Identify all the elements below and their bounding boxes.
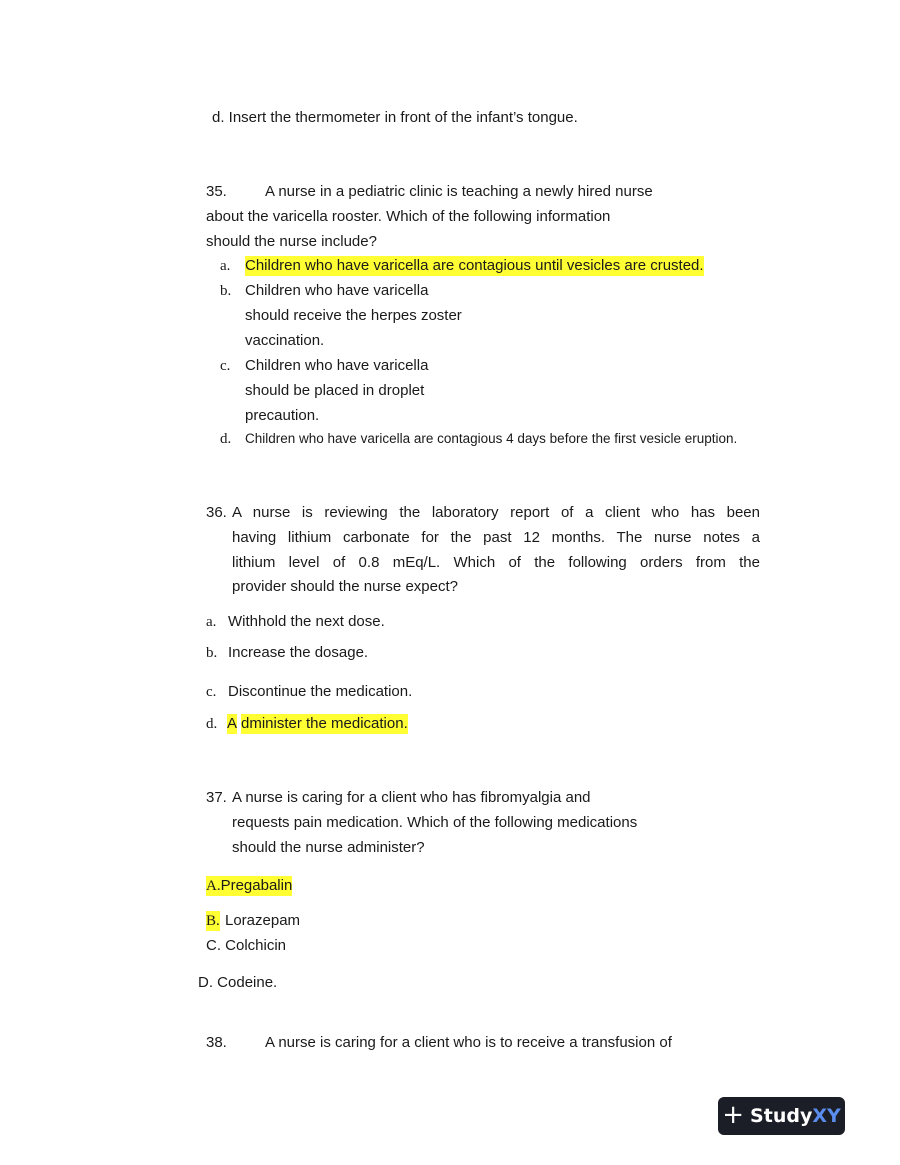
q36-option-d-letter: d. [206,716,218,732]
q36-option-d-text-a: A [227,715,238,732]
q36-option-c-text: Discontinue the medication. [228,683,413,700]
q35-option-b-line-2: should receive the herpes zoster [245,307,462,324]
q37-option-c-text: Colchicin [225,937,287,954]
q36-stem-line-2: having lithium carbonate for the past 12 months. The nurse notes a [232,529,760,546]
q37-option-b-text: Lorazepam [225,912,301,929]
q37-option-d-text: Codeine. [217,974,278,991]
q35-option-c-letter: c. [220,358,231,374]
q35-option-b-line-1: Children who have varicella [245,282,429,299]
q37-option-d-letter: D. [198,974,213,991]
q36-option-d-text-b: dminister the medication. [241,715,408,732]
q36-option-c-letter: c. [206,684,217,700]
q36-option-b-letter: b. [206,645,218,661]
q36-option-a-text: Withhold the next dose. [228,613,385,630]
q37-stem-line-1: A nurse is caring for a client who has fibromyalgia and [232,789,591,806]
q37-option-c [206,936,286,956]
q37-option-b-letter: B. [206,913,220,929]
q35-stem-line-1: A nurse in a pediatric clinic is teaching a newly hired nurse [265,183,653,200]
q37-stem-line-3: should the nurse administer? [232,839,425,856]
plus-icon: + [722,1099,745,1130]
q35-option-c-line-2: should be placed in droplet [245,382,425,399]
q35-option-a-text: Children who have varicella are contagious until vesicles are crusted. [245,257,704,274]
q35-option-c-line-1: Children who have varicella [245,357,429,374]
q35-option-d-text: Children who have varicella are contagious 4 days before the first vesicle eruption. [245,431,738,446]
q38-stem-line-1: A nurse is caring for a client who is to receive a transfusion of [265,1034,672,1051]
q36-stem-line-3: lithium level of 0.8 mEq/L. Which of the following orders from the [232,554,760,571]
q37-number: 37. [206,789,227,806]
q36-option-b-text: Increase the dosage. [228,644,369,661]
q37-stem-line-2: requests pain medication. Which of the following medications [232,814,638,831]
q37-option-d [198,973,277,993]
prev-option-d: d. Insert the thermometer in front of the infant’s tongue. [212,109,578,126]
q36-option-a-letter: a. [206,614,217,630]
q35-option-b-line-3: vaccination. [245,332,325,349]
q35-option-b-letter: b. [220,283,232,299]
q35-stem-line-3: should the nurse include? [206,233,377,250]
q35-option-c-line-3: precaution. [245,407,320,424]
q37-option-a [206,876,292,896]
q38-number: 38. [206,1034,227,1051]
q36-stem-line-1: A nurse is reviewing the laboratory report of a client who has been [232,504,760,521]
q36-number: 36. [206,504,227,521]
q36-stem-line-4: provider should the nurse expect? [232,578,458,595]
studyxy-badge[interactable] [718,1097,845,1135]
brand-name: StudyXY [750,1105,841,1127]
q35-option-a-letter: a. [220,258,231,274]
q35-stem-line-2: about the varicella rooster. Which of the following information [206,208,611,225]
q37-option-a-letter: A. [206,878,221,894]
q37-option-a-text: Pregabalin [220,877,293,894]
q35-option-d-letter: d. [220,431,232,447]
q35-number: 35. [206,183,227,200]
q37-option-c-letter: C. [206,937,221,954]
